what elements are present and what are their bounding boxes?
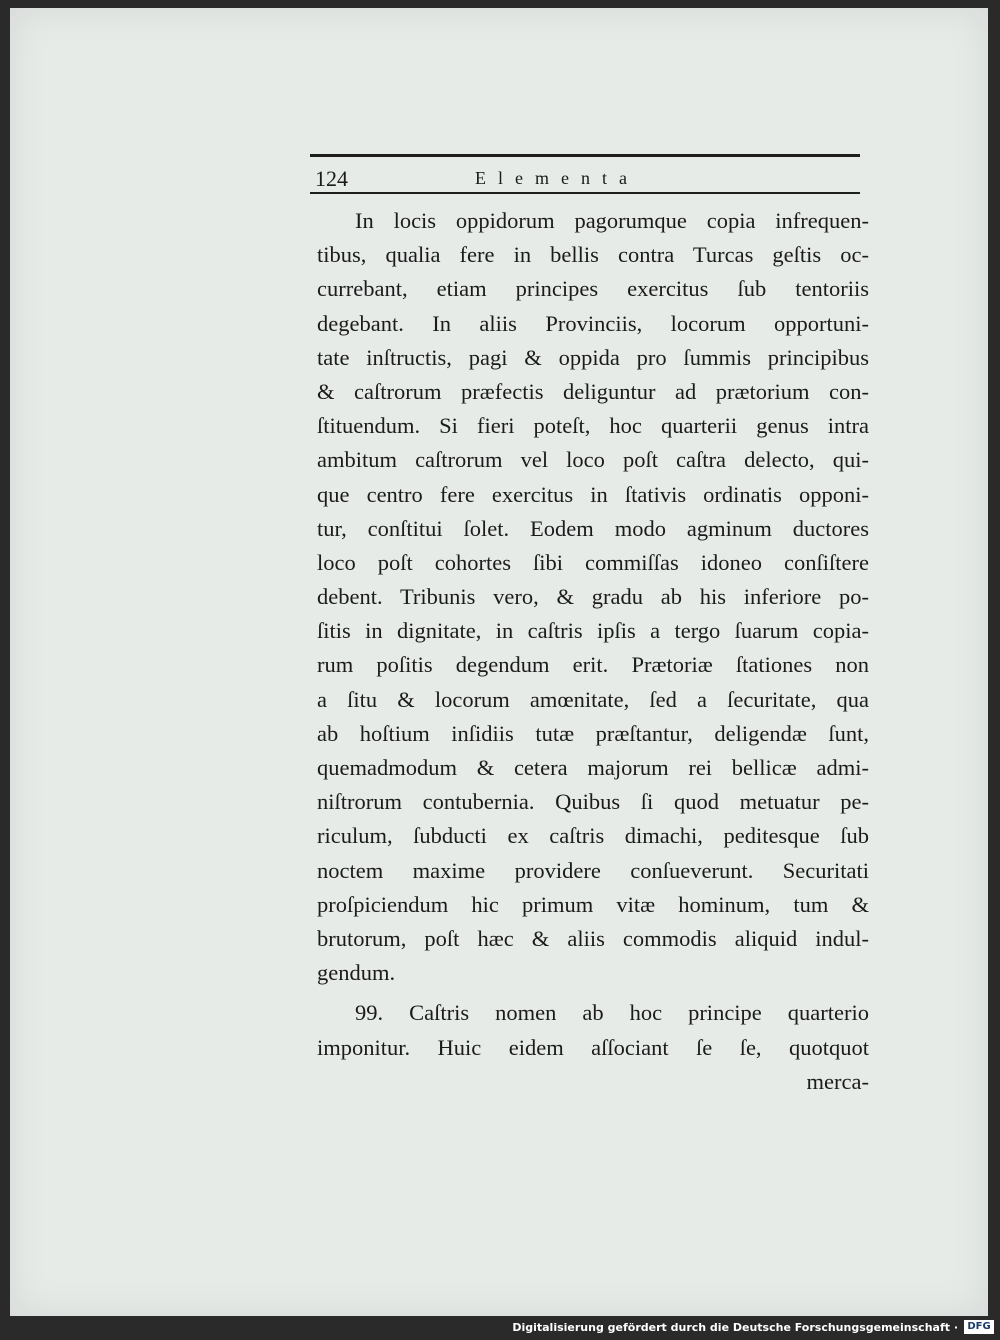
text-line: brutorum, poſt hæc & aliis commodis aliquid indul- xyxy=(317,925,869,951)
header-rule-top xyxy=(310,154,860,157)
text-line: gendum. xyxy=(317,960,396,986)
scanned-page xyxy=(10,8,988,1316)
text-line: tibus, qualia fere in bellis contra Turcas geſtis oc- xyxy=(317,242,869,268)
catchword: merca- xyxy=(806,1068,869,1094)
dfg-logo: DFG xyxy=(964,1320,994,1334)
running-title: Elementa xyxy=(475,168,639,188)
text-line: ab hoſtium inſidiis tutæ præſtantur, deligendæ ſunt, xyxy=(317,720,869,746)
text-line: debent. Tribunis vero, & gradu ab his inferiore po- xyxy=(317,584,869,610)
text-line: proſpiciendum hic primum vitæ hominum, tum & xyxy=(317,891,869,917)
text-line: que centro fere exercitus in ſtativis ordinatis opponi- xyxy=(317,481,869,507)
text-line: & caſtrorum præfectis deliguntur ad prætorium con- xyxy=(317,378,869,404)
text-line: currebant, etiam principes exercitus ſub tentoriis xyxy=(317,276,869,302)
text-line: ambitum caſtrorum vel loco poſt caſtra delecto, qui- xyxy=(317,447,869,473)
text-line: niſtrorum contubernia. Quibus ſi quod metuatur pe- xyxy=(317,789,869,815)
text-line: 99. Caſtris nomen ab hoc principe quarterio xyxy=(355,1000,869,1026)
page-number: 124 xyxy=(315,166,348,191)
text-line: ſitis in dignitate, in caſtris ipſis a tergo ſuarum copia- xyxy=(317,618,869,644)
text-line: In locis oppidorum pagorumque copia infrequen- xyxy=(355,208,869,233)
header-rule-bottom xyxy=(310,192,860,194)
text-line: ſtituendum. Si fieri poteſt, hoc quarterii genus intra xyxy=(317,413,869,439)
text-line: a ſitu & locorum amœnitate, ſed a ſecuritate, qua xyxy=(317,686,869,712)
text-line: loco poſt cohortes ſibi commiſſas idoneo conſiſtere xyxy=(317,549,869,575)
text-line: quemadmodum & cetera majorum rei bellicæ admi- xyxy=(317,755,869,780)
body-text xyxy=(317,204,869,1099)
text-line: tur, conſtitui ſolet. Eodem modo agminum ductores xyxy=(317,515,869,541)
text-line: rum poſitis degendum erit. Prætoriæ ſtationes non xyxy=(317,652,869,678)
text-line: imponitur. Huic eidem aſſociant ſe ſe, quotquot xyxy=(317,1034,869,1060)
text-line: tate inſtructis, pagi & oppida pro ſummis principibus xyxy=(317,344,869,370)
text-line: riculum, ſubducti ex caſtris dimachi, peditesque ſub xyxy=(317,823,869,849)
text-line: degebant. In aliis Provinciis, locorum opportuni- xyxy=(317,310,869,336)
footer-bar xyxy=(0,1316,1000,1340)
digitization-credit: Digitalisierung gefördert durch die Deutsche Forschungsgemeinschaft · xyxy=(512,1321,958,1334)
page-header xyxy=(315,160,860,192)
text-line: noctem maxime providere conſueverunt. Securitati xyxy=(317,857,869,883)
